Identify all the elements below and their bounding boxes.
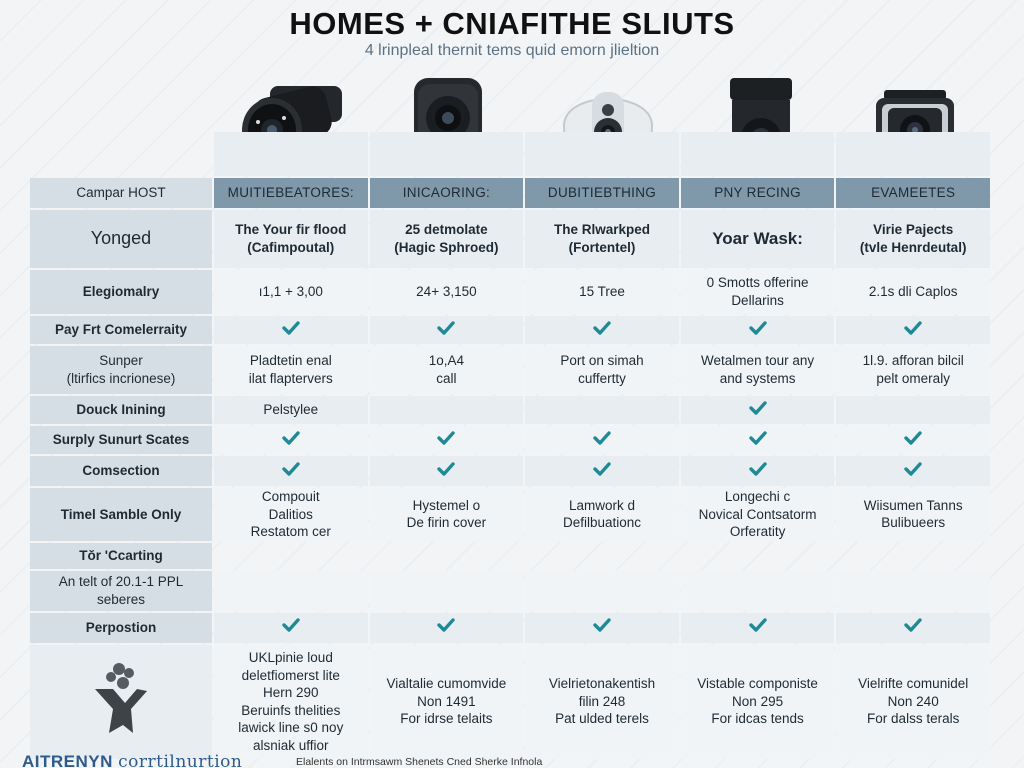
page-subtitle: 4 lrinpleal thernit tems quid emorn jlieltion — [364, 42, 660, 59]
checkmark-icon — [282, 462, 300, 476]
empty-cell — [681, 543, 835, 569]
checkmark-icon — [437, 321, 455, 335]
checkmark-icon — [593, 618, 611, 632]
header-row — [30, 178, 990, 208]
table-row — [30, 270, 990, 314]
table-cell: The Your fir flood (Cafimpoutal) — [214, 210, 368, 268]
table-cell: 1l.9. afforan bilcil pelt omeraly — [836, 346, 990, 394]
check-cell — [525, 613, 679, 643]
checkmark-icon — [437, 462, 455, 476]
table-cell: Port on simah cuffertty — [525, 346, 679, 394]
table-cell: Pelstylee — [214, 396, 368, 424]
image-cell — [836, 132, 990, 176]
image-cell — [681, 132, 835, 176]
table-cell: Compouit Dalitios Restatom cer — [214, 488, 368, 541]
check-cell — [214, 426, 368, 454]
table-cell: Vistable componiste Non 295 For idcas tends — [681, 645, 835, 759]
checkmark-icon — [904, 618, 922, 632]
image-cell — [370, 132, 524, 176]
table-row — [30, 346, 990, 394]
check-cell — [681, 426, 835, 454]
blank-cell — [30, 132, 212, 176]
checkmark-icon — [593, 462, 611, 476]
checkmark-icon — [593, 321, 611, 335]
row-label: Yonged — [30, 210, 212, 268]
footer-logo-thin: corrtilnurtion — [118, 752, 243, 768]
table-cell: Hystemel o De firin cover — [370, 488, 524, 541]
empty-cell — [370, 543, 524, 569]
image-cell — [214, 132, 368, 176]
table-cell: ı1,1 + 3,00 — [214, 270, 368, 314]
checkmark-icon — [904, 431, 922, 445]
page-title: HOMES + CNIAFITHE SLIUTS — [289, 6, 735, 41]
footer-logo — [22, 752, 242, 768]
empty-cell — [836, 543, 990, 569]
table-cell: Vielrifte comunidel Non 240 For dalss terals — [836, 645, 990, 759]
checkmark-icon — [749, 431, 767, 445]
table-cell — [836, 571, 990, 611]
row-label — [30, 645, 212, 759]
checkmark-icon — [904, 321, 922, 335]
table-cell: 15 Tree — [525, 270, 679, 314]
checkmark-icon — [282, 321, 300, 335]
table-cell: 0 Smotts offerine Dellarins — [681, 270, 835, 314]
column-header: INICAORING: — [370, 178, 524, 208]
check-cell — [525, 426, 679, 454]
empty-cell — [214, 543, 368, 569]
checkmark-icon — [904, 462, 922, 476]
row-label: Elegiomalry — [30, 270, 212, 314]
table-cell: The Rlwarkped (Fortentel) — [525, 210, 679, 268]
checkmark-icon — [749, 401, 767, 415]
image-row — [30, 132, 990, 176]
table-row — [30, 571, 990, 611]
table-row — [30, 396, 990, 424]
table-cell: Wetalmen tour any and systems — [681, 346, 835, 394]
table-cell — [836, 396, 990, 424]
table-cell — [525, 396, 679, 424]
check-cell — [681, 456, 835, 486]
table-cell — [370, 571, 524, 611]
footer-logo-bold: AITRENYN — [22, 752, 113, 768]
row-label: Comsection — [30, 456, 212, 486]
table-cell: 25 detmolate (Hagic Sphroed) — [370, 210, 524, 268]
checkmark-icon — [437, 618, 455, 632]
table-row — [30, 316, 990, 344]
table-cell: Virie Pajects (tvle Henrdeutal) — [836, 210, 990, 268]
row-label: Surply Sunurt Scates — [30, 426, 212, 454]
image-cell — [525, 132, 679, 176]
row-label: Douck Inining — [30, 396, 212, 424]
hands-icon — [89, 659, 153, 739]
checkmark-icon — [749, 462, 767, 476]
table-cell: 1o,A4 call — [370, 346, 524, 394]
table-cell — [370, 396, 524, 424]
check-cell — [370, 316, 524, 344]
empty-cell — [525, 543, 679, 569]
check-cell — [681, 316, 835, 344]
check-cell — [525, 316, 679, 344]
table-cell: Vialtalie cumomvide Non 1491 For idrse telaits — [370, 645, 524, 759]
checkmark-icon — [437, 431, 455, 445]
table-cell: Wiisumen Tanns Bulibueers — [836, 488, 990, 541]
check-cell — [214, 456, 368, 486]
table-cell: 24+ 3,150 — [370, 270, 524, 314]
table-cell: 2.1s dli Caplos — [836, 270, 990, 314]
row-label: Pay Frt Comelerraity — [30, 316, 212, 344]
table-cell: Vielrietonakentish filin 248 Pat ulded terels — [525, 645, 679, 759]
check-cell — [214, 613, 368, 643]
check-cell — [836, 316, 990, 344]
table-cell: Pladtetin enal ilat flaptervers — [214, 346, 368, 394]
checkmark-icon — [593, 431, 611, 445]
column-header: MUITIEBEATORES: — [214, 178, 368, 208]
checkmark-icon — [282, 431, 300, 445]
table-row — [30, 426, 990, 454]
row-label: Tŏr 'Ccarting — [30, 543, 212, 569]
header-row-label: Campar HOST — [30, 178, 212, 208]
table-cell: Longechi c Novical Contsatorm Orferatity — [681, 488, 835, 541]
check-cell — [681, 396, 835, 424]
row-label: Perpostion — [30, 613, 212, 643]
table-cell — [681, 571, 835, 611]
check-cell — [681, 613, 835, 643]
row-label: Timel Samble Only — [30, 488, 212, 541]
table-cell: UKLpinie loud deletfiomerst lite Hern 290 Beruinfs thelities lawick line s0 noy alsniak uffior — [214, 645, 368, 759]
checkmark-icon — [282, 618, 300, 632]
checkmark-icon — [749, 618, 767, 632]
table-cell: Lamwork d Defilbuationc — [525, 488, 679, 541]
footer-note: Elalents on Intrmsawm Shenets Cned Sherke Infnola — [296, 756, 543, 768]
checkmark-icon — [749, 321, 767, 335]
check-cell — [370, 613, 524, 643]
table-row — [30, 613, 990, 643]
column-header: DUBITIEBTHING — [525, 178, 679, 208]
column-header: EVAMEETES — [836, 178, 990, 208]
table-cell — [525, 571, 679, 611]
table-row — [30, 488, 990, 541]
check-cell — [370, 456, 524, 486]
row-label: Sunper (ltirfics incrionese) — [30, 346, 212, 394]
check-cell — [214, 316, 368, 344]
check-cell — [370, 426, 524, 454]
check-cell — [836, 613, 990, 643]
check-cell — [836, 426, 990, 454]
comparison-table — [28, 130, 992, 761]
table-row — [30, 210, 990, 268]
row-label: An telt of 20.1-1 PPL seberes — [30, 571, 212, 611]
check-cell — [525, 456, 679, 486]
table-row — [30, 645, 990, 759]
check-cell — [836, 456, 990, 486]
table-row — [30, 543, 990, 569]
column-header: PNY RECING — [681, 178, 835, 208]
table-cell — [214, 571, 368, 611]
table-cell: Yoar Wask: — [681, 210, 835, 268]
table-row — [30, 456, 990, 486]
